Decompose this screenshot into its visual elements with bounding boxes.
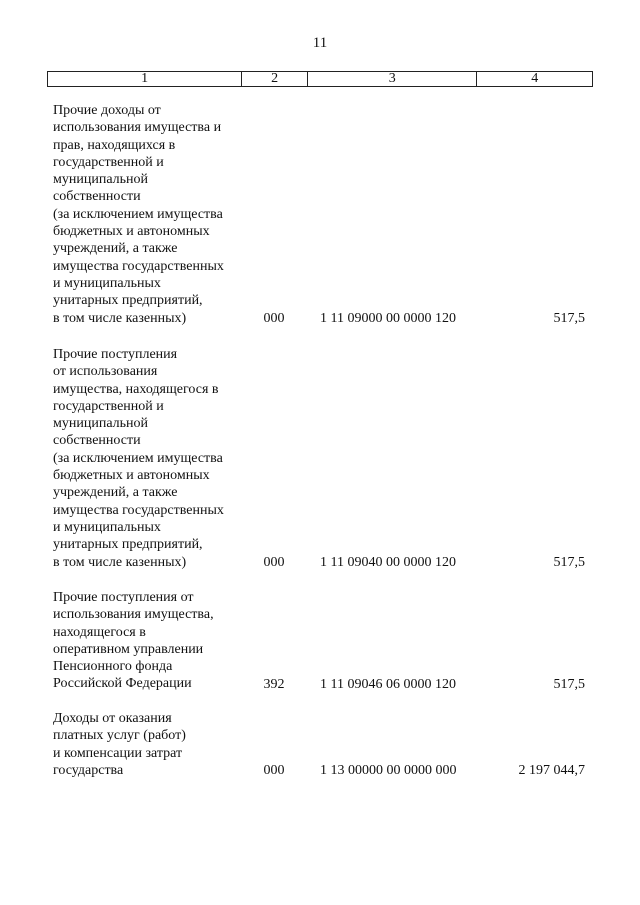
row-code: 392 bbox=[263, 677, 285, 692]
column-header-1: 1 bbox=[48, 72, 242, 86]
column-header-2: 2 bbox=[242, 72, 308, 86]
row-amount: 517,5 bbox=[553, 311, 585, 326]
row-code: 000 bbox=[263, 311, 285, 326]
row-kbk: 1 11 09000 00 0000 120 bbox=[320, 311, 456, 326]
row-name: Прочие поступления от использования имущества, находящегося в оперативном управлении Пенсионного фонда Российской Федерации bbox=[53, 590, 214, 692]
column-header-3: 3 bbox=[308, 72, 477, 86]
row-amount: 2 197 044,7 bbox=[518, 763, 585, 778]
row-amount: 517,5 bbox=[553, 555, 585, 570]
row-kbk: 1 11 09046 06 0000 120 bbox=[320, 677, 456, 692]
row-code: 000 bbox=[263, 763, 285, 778]
column-header-table bbox=[47, 71, 593, 87]
page-number: 11 bbox=[312, 35, 328, 51]
row-kbk: 1 13 00000 00 0000 000 bbox=[320, 763, 457, 778]
row-code: 000 bbox=[263, 555, 285, 570]
row-name: Прочие доходы от использования имущества и прав, находящихся в государственной и муниципальной собственности (за исключением имущества бюджетных и автономных учреждений, а также имущества государственных и муниципальных унитарных предприятий, в том числе казенных) bbox=[53, 103, 224, 326]
row-amount: 517,5 bbox=[553, 677, 585, 692]
row-kbk: 1 11 09040 00 0000 120 bbox=[320, 555, 456, 570]
column-header-4: 4 bbox=[531, 71, 539, 86]
row-name: Прочие поступления от использования имущества, находящегося в государственной и муниципальной собственности (за исключением имущества бюджетных и автономных учреждений, а также имущества государственных и муниципальных унитарных предприятий, в том числе казенных) bbox=[53, 347, 224, 570]
row-name: Доходы от оказания платных услуг (работ) и компенсации затрат государства bbox=[53, 711, 186, 778]
